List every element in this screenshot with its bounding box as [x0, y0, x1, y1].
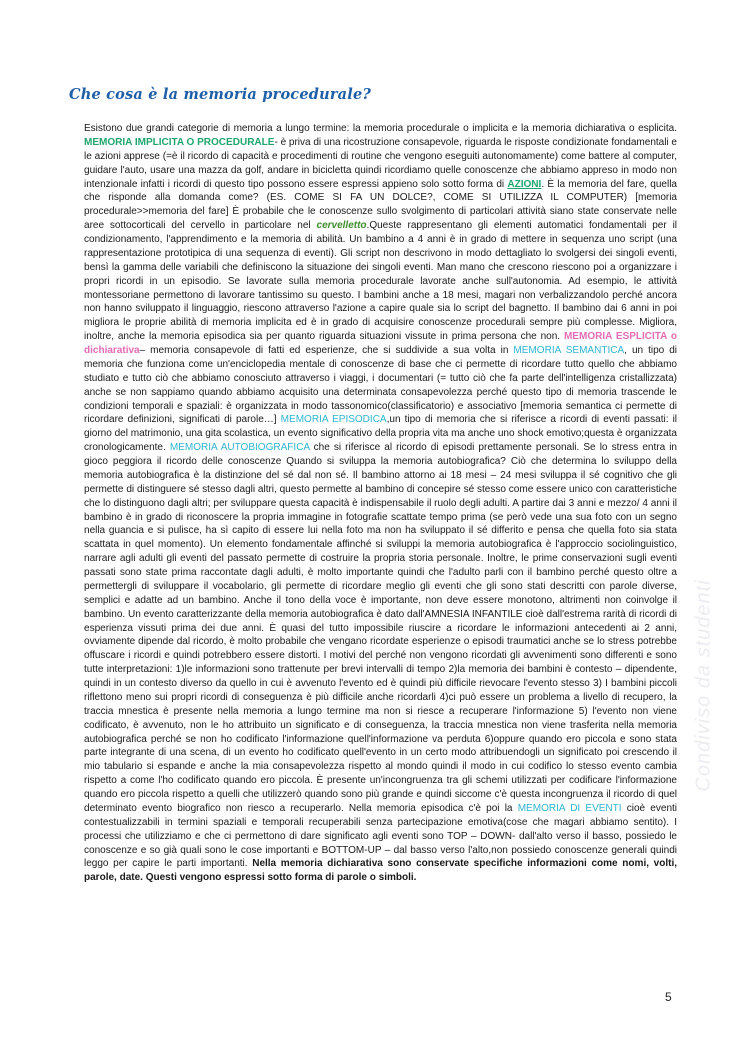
highlight-implicit-memory: MEMORIA IMPLICITA O PROCEDURALE: [84, 136, 275, 148]
highlight-semantic-memory: MEMORIA SEMANTICA: [513, 345, 625, 356]
highlight-autobiographical-memory: MEMORIA AUTOBIOGRAFICA: [169, 442, 310, 454]
highlight-cerebellum: cervelletto: [316, 220, 367, 232]
highlight-explicit-memory: MEMORIA ESPLICITA o dichiarativa: [84, 331, 677, 356]
body-paragraph: [84, 122, 677, 885]
page-number: 5: [665, 990, 672, 1004]
text-segment: - è priva di una ricostruzione consapevole, riguarda le risposte condizionate fondamentali e le azioni apprese (=è il ricordo di capacità e procedimenti di routine che vengono eseguiti autonomamente) come battere al computer, guidare l'auto, usare una mazza da golf, andare in bicicletta quindi ricordiamo quelle conoscenze che abbiamo appreso in modo non intenzionale infatti i ricordi di questo tipo possono essere espressi appieno solo sotto forma di: [84, 136, 677, 190]
page-title: Che cosa è la memoria procedurale?: [69, 86, 372, 103]
text-segment: cioè eventi contestualizzabili in termini spaziali e temporali recuperabili senza partecipazione emotiva(cose che magari abbiamo sentito). I processi che utilizziamo e che ci permettono di dare significato agli eventi sono TOP – DOWN- dall'alto verso il basso, possiedo le conoscenze e so già quali sono le cose importanti e BOTTOM-UP – dal basso verso l'alto,non possiedo conoscenze generali quindi leggo per capire le parti importanti.: [84, 802, 677, 870]
watermark: [688, 520, 720, 850]
closing-bold-statement: Nella memoria dichiarativa sono conservate specifiche informazioni come nomi, volti, parole, date. Questi vengono espressi sotto forma di parole o simboli.: [84, 858, 677, 884]
text-segment: Esistono due grandi categorie di memoria a lungo termine: la memoria procedurale o implicita e la memoria dichiarativa o esplicita.: [84, 123, 677, 134]
highlight-episodic-memory: MEMORIA EPISODICA: [280, 414, 387, 426]
highlight-actions: AZIONI: [507, 178, 542, 190]
text-segment: , un tipo di memoria che funziona come un'enciclopedia mentale di conoscenze di base che ci permette di ricordare tutto quello che abbiamo studiato e tutto ciò che abbiamo conosciuto attraverso i viaggi, i documentari (= tutto ciò che fa parte dell'intelligenza cristallizzata) anche se non sappiamo quando abbiamo acquisito una determinata consapevolezza perché questo tipo di memoria trascende le condizioni temporali e spaziali: è organizzata in modo tassonomico(classificatorio) e associativo [memoria semantica ci permette di ricordare definizioni, significati di parole…]: [84, 345, 678, 426]
watermark-text: Condiviso da studenti: [692, 578, 715, 792]
text-segment: . È la memoria del fare, quella che risponde alla domanda come? (ES. COME SI FA UN DOLCE?, COME SI UTILIZZA IL COMPUTER) [memoria procedurale>>memoria del fare] È probabile che le conoscenze sullo svolgimento di particolari attività siano state conservate nelle aree sottocorticali del cervello in particolare nel: [84, 178, 677, 232]
highlight-event-memory: MEMORIA DI EVENTI: [517, 802, 622, 814]
text-segment: che si riferisce al ricordo di episodi prettamente personali. Se lo stress entra in gioco peggiora il ricordo delle conoscenze Quando si sviluppa la memoria autobiografica? Ciò che determina lo sviluppo della memoria autobiografica è la distinzione del sé dal non sé. Il bambino attorno ai 18 mesi – 24 mesi sviluppa il sé cognitivo che gli permette di distinguere sé stesso dagli altri, questo permette al bambino di concepire sé stesso come essere unico con caratteristiche che lo distinguono dagli altri; per sviluppare questa capacità è indispensabile il ruolo degli adulti. A partire dai 3 anni e mezzo/ 4 anni il bambino è in grado di riconoscere la propria immagine in fotografie scattate tempo prima (se però vede una sua foto con un segno nella guancia e si pulisce, ha sì capito di essere lui nella foto ma non ha sviluppato il sé differito e pensa che quella foto sia stata scattata in quel momento). Un elemento fondamentale affinché si sviluppi la memoria autobiografica è l'approccio sociolinguistico, narrare agli adulti gli eventi del passato permette di costruire la propria storia personale. Inoltre, le prime conservazioni sugli eventi passati sono state prima raccontate dagli adulti, è molto importante quindi che l'adulto parli con il bambino perché questo oltre a permettergli di sviluppare il vocabolario, gli permette di ricordare meglio gli eventi che gli sono stati descritti con parole diverse, semplici e adatte ad un bambino. Anche il tono della voce è importante, non deve essere monotono, altrimenti non coinvolge il bambino. Un evento caratterizzante della memoria autobiografica è dato dall'AMNESIA INFANTILE cioè dall'estrema rarità di ricordi di esperienza vissuti prima dei due anni. È quasi del tutto impossibile riuscire a ricordare le informazioni antecedenti ai 2 anni, ovviamente dipende dal ricordo, è molto probabile che vengano ricordate esperienze o episodi traumatici anche se lo stress potrebbe offuscare i ricordi e quindi potrebbero essere distorti. I motivi del perché non vengono ricordati gli avvenimenti sono differenti e sono tutte interpretazioni: 1)le informazioni sono trattenute per brevi intervalli di tempo 2)la memoria dei bambini è contesto – dipendente, quindi in un contesto diverso da quello in cui è avvenuto l'evento ed è quindi più difficile rievocare l'evento stesso 3) I bambini piccoli riflettono meno sui propri ricordi di conseguenza è più difficile anche ricordarli 4)ci può essere un problema a livello di recupero, la traccia mnestica è presente nella memoria a lungo termine ma non si riesce a recuperare l'informazione 5) l'evento non viene codificato, è avvenuto, non le ho attribuito un significato e di conseguenza, la traccia mnestica non viene trasferita nella memoria autobiografica perché se non ho codificato l'informazione quell'informazione va perduta 6)oppure quando ero piccola e sono stata parte integrante di una scena, di un evento ho codificato quell'evento in un certo modo attribuendogli un significato poi crescendo il mio tabulario si espande e anche la mia consapevolezza rispetto al mondo quindi il modo in cui codifico lo stesso evento cambia rispetto a come l'ho codificato quando ero piccola. È presente un'incongruenza tra gli schemi utilizzati per codificare l'informazione quando ero piccola rispetto a quelli che utilizzerò quando sono più grande e quindi siccome c'è questa incongruenza il ricordo di quel determinato evento biografico non riesco a recuperarlo. Nella memoria episodica c'è poi la: [84, 442, 678, 814]
text-segment: ,un tipo di memoria che si riferisce a ricordi di eventi passati: il giorno del matrimonio, una gita scolastica, un evento significativo della propria vita ma anche uno shock emotivo;questa è organizzata cronologicamente.: [84, 414, 677, 454]
text-segment: – memoria consapevole di fatti ed esperienze, che si suddivide a sua volta in: [139, 345, 514, 356]
text-segment: .Queste rappresentano gli elementi automatici fondamentali per il condizionamento, l'apprendimento e la memoria di abilità. Un bambino a 4 anni è in grado di mettere in sequenza uno script (una rappresentazione prototipica di una sequenza di eventi). Gli script non descrivono in modo dettagliato lo svolgersi dei singoli eventi, bensì la gamma delle variabili che definiscono la situazione dei singoli eventi. Man mano che crescono riescono poi a organizzare i propri ricordi in un episodio. Se lavorate sulla memoria procedurale lavorate anche sull'autonomia. Ad esempio, le attività montessoriane permettono di lavorare tantissimo su questo. I bambini anche a 18 mesi, magari non verbalizzandolo perché ancora non hanno sviluppato il linguaggio, riescono attraverso l'azione a capire quale sia lo script del bagnetto. Il bambino dai 6 anni in poi migliora le proprie abilità di memoria implicita ed è in grado di acquisire conoscenze procedurali sempre più complesse. Migliora, inoltre, anche la memoria episodica sia per quanto riguarda situazioni vissute in prima persona che non.: [84, 220, 677, 343]
